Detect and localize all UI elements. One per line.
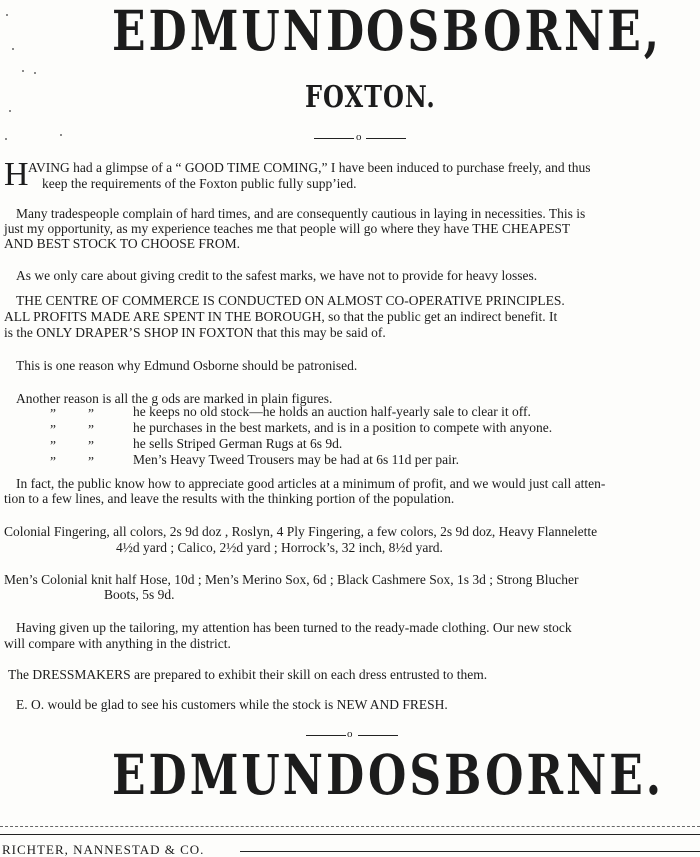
- p7-line-1: Colonial Fingering, all colors, 2s 9d doz , Roslyn, 4 Ply Fingering, a few colors, 2s 9d doz, Heavy Flannelette: [4, 524, 598, 539]
- scan-speck: [22, 70, 24, 72]
- p3-line-1: THE CENTRE OF COMMERCE IS CONDUCTED ON ALMOST CO-OPERATIVE PRINCIPLES.: [16, 293, 565, 308]
- p3-line-3: is the ONLY DRAPER’S SHOP IN FOXTON that this may be said of.: [4, 325, 386, 340]
- ditto-mark: ”: [88, 454, 94, 469]
- printer-rule: [240, 851, 700, 852]
- p3-line-2: ALL PROFITS MADE ARE SPENT IN THE BOROUGH, so that the public get an indirect benefit. It: [4, 309, 558, 324]
- p1-line-1: Many tradespeople complain of hard times, and are consequently cautious in laying in necessities. This is: [16, 206, 586, 221]
- intro-drop-cap: H: [4, 156, 29, 193]
- p1-line-3: AND BEST STOCK TO CHOOSE FROM.: [4, 236, 241, 251]
- scan-speck: [6, 14, 8, 16]
- footer-name-first: EDMUND: [112, 744, 368, 808]
- ditto-mark: ”: [50, 438, 56, 453]
- footer-divider-ornament: o: [347, 728, 353, 740]
- p8-line-1: Men’s Colonial knit half Hose, 10d ; Men’s Merino Sox, 6d ; Black Cashmere Sox, 1s 3d ; Strong Blucher: [4, 572, 579, 587]
- ditto-mark: ”: [88, 438, 94, 453]
- header-town: FOXTON.: [305, 78, 436, 115]
- intro-line-2: keep the requirements of the Foxton public fully supp’ied.: [42, 176, 357, 191]
- p11-text: E. O. would be glad to see his customers while the stock is NEW AND FRESH.: [16, 697, 448, 712]
- reason-item: he sells Striped German Rugs at 6s 9d.: [133, 436, 343, 451]
- p7-line-2: 4½d yard ; Calico, 2½d yard ; Horrock’s, 32 inch, 8½d yard.: [116, 540, 443, 555]
- header-divider-right: [366, 138, 406, 139]
- p9-line-1: Having given up the tailoring, my attention has been turned to the ready-made clothing. Our new stock: [16, 620, 572, 635]
- scan-speck: [5, 138, 7, 140]
- p2-text: As we only care about giving credit to the safest marks, we have not to provide for heavy losses.: [16, 268, 538, 283]
- p5-intro: Another reason is all the g ods are marked in plain figures.: [16, 391, 333, 406]
- p4-text: This is one reason why Edmund Osborne should be patronised.: [16, 358, 358, 373]
- footer-divider-right: [358, 735, 398, 736]
- p8-line-2: Boots, 5s 9d.: [104, 587, 175, 602]
- ditto-mark: ”: [88, 406, 94, 421]
- p9-line-2: will compare with anything in the district.: [4, 636, 231, 651]
- reason-item: he keeps no old stock—he holds an auction half-yearly sale to clear it off.: [133, 404, 531, 419]
- footer-name-last: OSBORNE.: [368, 744, 665, 808]
- scan-speck: [60, 134, 62, 136]
- printer-imprint: RICHTER, NANNESTAD & CO.: [2, 842, 205, 857]
- ditto-mark: ”: [88, 422, 94, 437]
- p1-line-2: just my opportunity, as my experience teaches me that people will go where they have THE CHEAPEST: [4, 221, 571, 236]
- reason-item: Men’s Heavy Tweed Trousers may be had at 6s 11d per pair.: [133, 452, 459, 467]
- header-divider-left: [314, 138, 354, 139]
- bottom-dashed-rule: [0, 826, 700, 827]
- p6-line-2: tion to a few lines, and leave the results with the thinking portion of the population.: [4, 491, 455, 506]
- scan-speck: [34, 72, 36, 74]
- header-name-last: OSBORNE,: [366, 0, 663, 64]
- scan-speck: [12, 48, 14, 50]
- header-name-first: EDMUND: [112, 0, 368, 64]
- scan-speck: [9, 110, 11, 112]
- ditto-mark: ”: [50, 406, 56, 421]
- p10-text: The DRESSMAKERS are prepared to exhibit their skill on each dress entrusted to them.: [8, 667, 488, 682]
- reason-item: he purchases in the best markets, and is in a position to compete with anyone.: [133, 420, 553, 435]
- header-divider-ornament: o: [356, 131, 362, 143]
- p6-line-1: In fact, the public know how to appreciate good articles at a minimum of profit, and we would just call atten-: [16, 476, 606, 491]
- ditto-mark: ”: [50, 454, 56, 469]
- bottom-rule: [0, 834, 700, 835]
- ditto-mark: ”: [50, 422, 56, 437]
- intro-line-1: AVING had a glimpse of a “ GOOD TIME COMING,” I have been induced to purchase freely, and thus: [28, 160, 591, 175]
- footer-divider-left: [306, 735, 346, 736]
